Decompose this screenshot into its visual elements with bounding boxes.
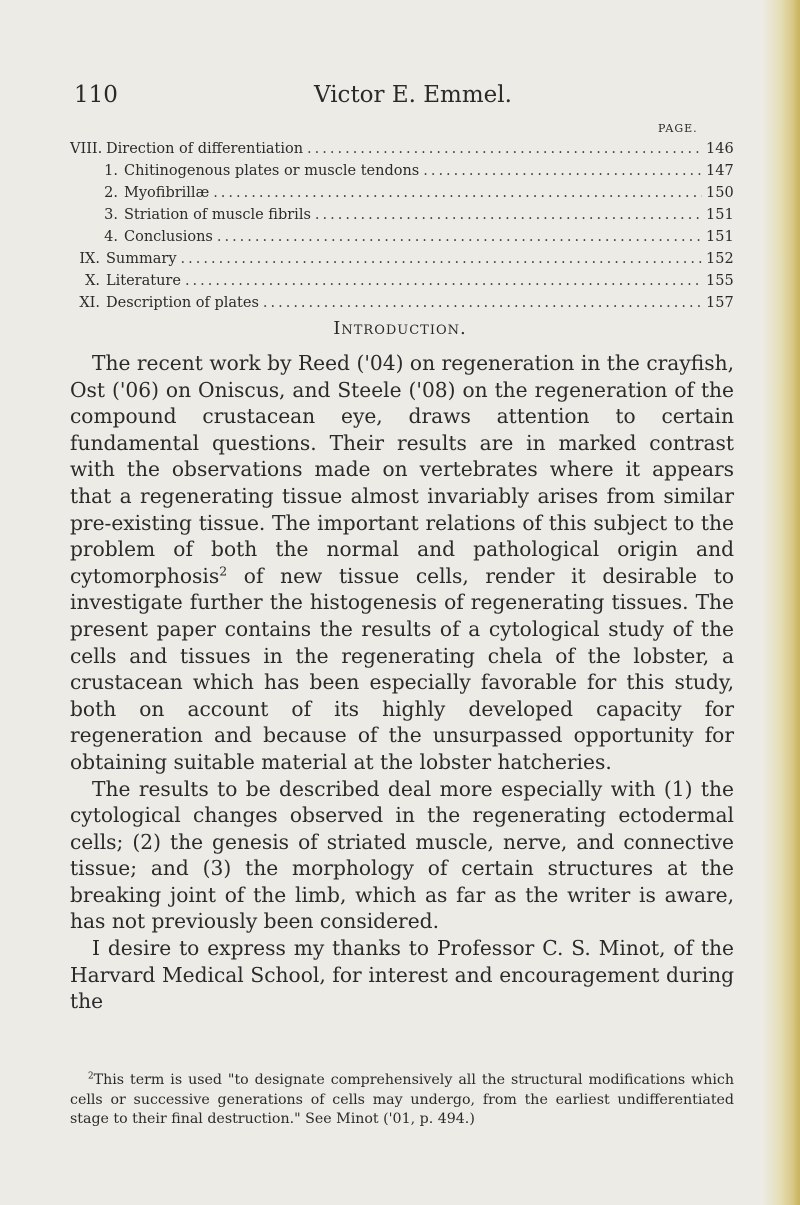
paragraph-3: I desire to express my thanks to Professor C. S. Minot, of the Harvard Medical School, for interest and encouragement during the — [70, 936, 734, 1014]
toc-leader-dots — [423, 160, 702, 182]
page-number: 110 — [74, 82, 118, 108]
toc-entry-page: 157 — [706, 295, 734, 311]
toc-entry-label: Chitinogenous plates or muscle tendons — [124, 163, 420, 179]
page-header — [74, 82, 744, 116]
toc-entry-label: Striation of muscle fibrils — [124, 207, 311, 223]
toc-entry-viii-1 — [70, 160, 734, 182]
toc-entry-number: 1. — [104, 163, 118, 179]
toc-entry-page: 151 — [706, 207, 734, 223]
toc-entry-label: Summary — [106, 251, 177, 267]
toc-entry-number: XI. — [79, 295, 100, 311]
toc-leader-dots — [185, 270, 702, 292]
footnote-marker: 2 — [88, 1071, 94, 1082]
toc-leader-dots — [213, 182, 702, 204]
page-edge-discoloration — [762, 0, 800, 1205]
section-title: Introduction. — [333, 318, 467, 339]
toc-entry-page: 155 — [706, 273, 734, 289]
toc-entry-page: 146 — [706, 141, 734, 157]
toc-leader-dots — [181, 248, 702, 270]
toc-entry-label: Description of plates — [106, 295, 259, 311]
running-title: Victor E. Emmel. — [314, 82, 512, 108]
toc-entry-number: 2. — [104, 185, 118, 201]
footnote — [70, 1071, 734, 1130]
toc-entry-page: 152 — [706, 251, 734, 267]
toc-leader-dots — [263, 292, 702, 314]
toc-entry-viii — [70, 138, 734, 160]
footnote-text: This term is used "to designate comprehensively all the structural modifications which cells or successive generations of cells may undergo, from the earliest undifferentiated stage to their final destruction." See Minot ('01, p. 494.) — [70, 1072, 734, 1127]
toc-entry-number: X. — [85, 273, 100, 289]
toc-entry-label: Conclusions — [124, 229, 213, 245]
toc-entry-x — [70, 270, 734, 292]
toc-entry-ix — [70, 248, 734, 270]
toc-entry-viii-3 — [70, 204, 734, 226]
toc-entry-page: 151 — [706, 229, 734, 245]
toc-entry-label: Myofibrillæ — [124, 185, 210, 201]
toc-entry-page: 147 — [706, 163, 734, 179]
toc-entry-number: VIII. — [70, 141, 103, 157]
paragraph-2: The results to be described deal more especially with (1) the cytological changes observed in the regenerating ectodermal cells; (2) the genesis of striated muscle, nerve, and connective tissue; and (3) the morphology of certain structures at the breaking joint of the limb, which as far as the writer is aware, has not previously been considered. — [70, 776, 734, 934]
toc-leader-dots — [307, 138, 702, 160]
toc-entry-page: 150 — [706, 185, 734, 201]
toc-leader-dots — [217, 226, 702, 248]
paragraph-1-text-a: The recent work by Reed ('04) on regeneration in the crayfish, Ost ('06) on Oniscus, and Steele ('08) on the regeneration of the compound crustacean eye, draws attention to certain fundamental questions. Their results are in marked contrast with the observations made on vertebrates where it appears that a regenerating tissue almost invariably arises from similar pre-existing tissue. The important relations of this subject to the problem of both the normal and pathological origin and cytomorphosis — [70, 351, 734, 588]
toc-entry-label: Direction of differentiation — [106, 141, 304, 157]
body-text — [70, 350, 734, 1015]
toc-entry-label: Literature — [106, 273, 181, 289]
toc-entry-number: 4. — [104, 229, 118, 245]
toc-entry-number: IX. — [79, 251, 100, 267]
toc-page-column-heading: PAGE. — [658, 122, 698, 135]
toc-leader-dots — [315, 204, 702, 226]
toc-entry-viii-4 — [70, 226, 734, 248]
toc-entry-number: 3. — [104, 207, 118, 223]
toc-entry-xi — [70, 292, 734, 314]
footnote-reference: 2 — [219, 563, 228, 579]
toc-entry-viii-2 — [70, 182, 734, 204]
paragraph-1-text-b: of new tissue cells, render it desirable to investigate further the histogenesis of regenerating tissues. The present paper contains the results of a cytological study of the cells and tissues in the regenerating chela of the lobster, a crustacean which has been especially favorable for this study, both on account of its highly developed capacity for regeneration and because of the unsurpassed opportunity for obtaining suitable material at the lobster hatcheries. — [70, 563, 734, 774]
table-of-contents — [70, 138, 734, 314]
paragraph-1 — [70, 350, 734, 776]
